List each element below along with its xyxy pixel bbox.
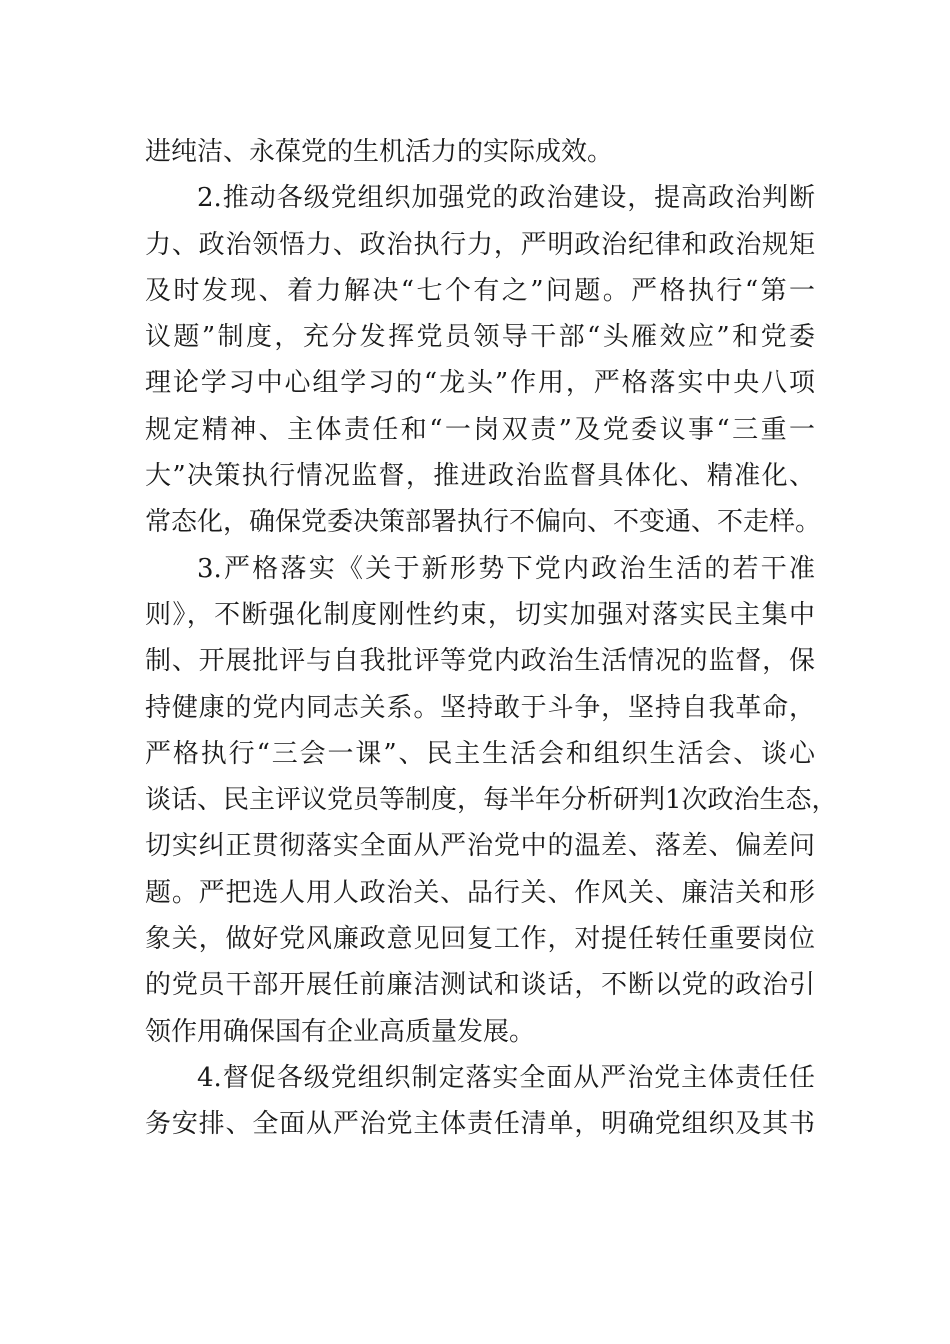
text-line: 常态化，确保党委决策部署执行不偏向、不变通、不走样。	[145, 507, 822, 538]
text-line: 的党员干部开展任前廉洁测试和谈话，不断以党的政治引	[145, 970, 815, 1001]
text-line: 持健康的党内同志关系。坚持敢于斗争，坚持自我革命，	[145, 692, 815, 723]
text-line: 则》，不断强化制度刚性约束，切实加强对落实民主集中	[145, 599, 815, 630]
text-line: 谈话、民主评议党员等制度，每半年分析研判1次政治生态，	[145, 785, 838, 816]
text-line: 规定精神、主体责任和“一岗双责”及党委议事“三重一	[145, 414, 815, 445]
text-line: 理论学习中心组学习的“龙头”作用，严格落实中央八项	[145, 368, 815, 399]
text-line: 力、政治领悟力、政治执行力，严明政治纪律和政治规矩	[145, 229, 815, 260]
text-line: 议题”制度，充分发挥党员领导干部“头雁效应”和党委	[145, 322, 815, 353]
text-line: 及时发现、着力解决“七个有之”问题。严格执行“第一	[145, 275, 815, 306]
text-line: 题。严把选人用人政治关、品行关、作风关、廉洁关和形	[145, 877, 815, 908]
paragraph-start-line: 4.督促各级党组织制定落实全面从严治党主体责任任	[197, 1062, 815, 1093]
document-body	[145, 129, 838, 1148]
text-line: 制、开展批评与自我批评等党内政治生活情况的监督，保	[145, 646, 815, 677]
paragraph-start-line: 3.严格落实《关于新形势下党内政治生活的若干准	[197, 553, 815, 584]
text-line: 大”决策执行情况监督，推进政治监督具体化、精准化、	[145, 461, 815, 492]
text-line: 象关，做好党风廉政意见回复工作，对提任转任重要岗位	[145, 924, 815, 955]
text-line: 进纯洁、永葆党的生机活力的实际成效。	[145, 137, 614, 167]
paragraph-start-line: 2.推动各级党组织加强党的政治建设，提高政治判断	[197, 183, 815, 214]
text-line: 切实纠正贯彻落实全面从严治党中的温差、落差、偏差问	[145, 831, 815, 862]
text-line: 严格执行“三会一课”、民主生活会和组织生活会、谈心	[145, 738, 815, 769]
text-line: 领作用确保国有企业高质量发展。	[145, 1016, 536, 1047]
text-line: 务安排、全面从严治党主体责任清单，明确党组织及其书	[145, 1109, 815, 1140]
